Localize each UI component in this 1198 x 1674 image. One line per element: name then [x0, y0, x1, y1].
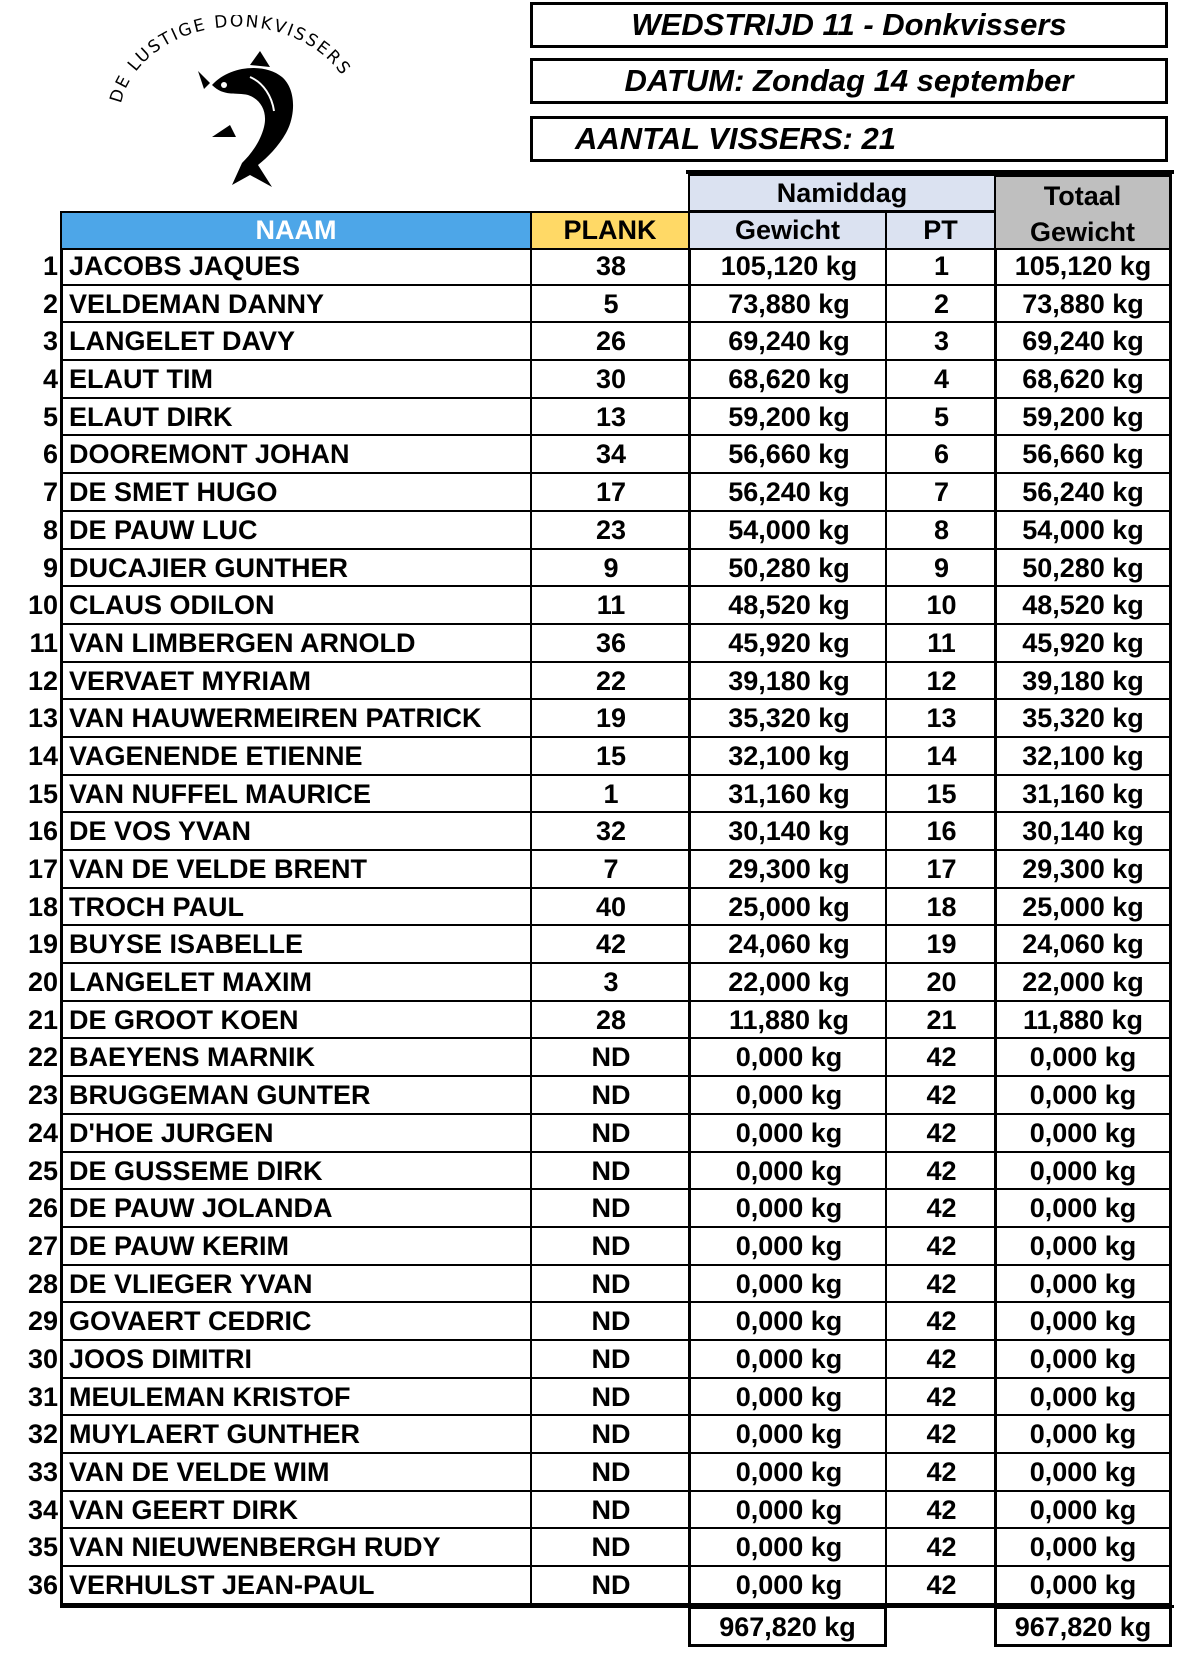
- gewicht-cell: 56,660 kg: [688, 436, 887, 474]
- plank-cell: 36: [530, 625, 690, 663]
- rank-cell: 14: [27, 740, 58, 771]
- rank-cell: 1: [42, 251, 58, 281]
- gewicht-cell: 0,000 kg: [688, 1266, 887, 1304]
- rank-cell: 31: [27, 1381, 58, 1412]
- gewicht-cell: 56,240 kg: [688, 474, 887, 512]
- rank-cell: 11: [29, 627, 58, 658]
- totaal-cell: 39,180 kg: [994, 663, 1172, 701]
- pt-cell: 42: [885, 1341, 996, 1379]
- naam-cell: DE PAUW LUC: [60, 512, 532, 550]
- naam-cell: D'HOE JURGEN: [60, 1115, 532, 1153]
- pt-cell: 16: [885, 813, 996, 851]
- plank-cell: 30: [530, 361, 690, 399]
- rank-cell: 33: [27, 1457, 58, 1487]
- gewicht-cell: 24,060 kg: [688, 926, 887, 964]
- table-row: [0, 1228, 1198, 1266]
- rank-cell: 27: [27, 1230, 58, 1261]
- totaal-cell: 0,000 kg: [994, 1454, 1172, 1492]
- totaal-cell: 22,000 kg: [994, 964, 1172, 1002]
- naam-cell: GOVAERT CEDRIC: [60, 1303, 532, 1341]
- pt-cell: 42: [885, 1567, 996, 1605]
- totaal-cell: 0,000 kg: [994, 1190, 1172, 1228]
- totaal-cell: 0,000 kg: [994, 1341, 1172, 1379]
- table-row: [0, 587, 1198, 625]
- naam-cell: ELAUT DIRK: [60, 399, 532, 437]
- naam-cell: BRUGGEMAN GUNTER: [60, 1077, 532, 1115]
- gewicht-cell: 105,120 kg: [688, 248, 887, 286]
- plank-cell: 38: [530, 248, 690, 286]
- naam-cell: BAEYENS MARNIK: [60, 1039, 532, 1077]
- totaal-cell: 0,000 kg: [994, 1266, 1172, 1304]
- naam-cell: TROCH PAUL: [60, 889, 532, 927]
- table-row: [0, 1379, 1198, 1417]
- club-logo: [100, 15, 380, 205]
- rank-cell: 24: [27, 1117, 58, 1148]
- plank-cell: 26: [530, 323, 690, 361]
- plank-cell: 11: [530, 587, 690, 625]
- table-row: [0, 1492, 1198, 1530]
- naam-cell: MUYLAERT GUNTHER: [60, 1416, 532, 1454]
- pt-cell: 6: [885, 436, 996, 474]
- totaal-header-line1: Totaal: [1043, 181, 1122, 211]
- totaal-cell: 25,000 kg: [994, 889, 1172, 927]
- totaal-gewicht-header: [994, 174, 1172, 250]
- plank-cell: ND: [530, 1529, 690, 1567]
- totaal-cell: 0,000 kg: [994, 1228, 1172, 1266]
- rank-cell: 10: [27, 590, 58, 621]
- naam-cell: VELDEMAN DANNY: [60, 286, 532, 324]
- rank-cell: 32: [27, 1419, 58, 1450]
- plank-cell: ND: [530, 1416, 690, 1454]
- gewicht-cell: 0,000 kg: [688, 1567, 887, 1605]
- table-row: [0, 1115, 1198, 1153]
- gewicht-cell: 50,280 kg: [688, 550, 887, 588]
- naam-cell: JACOBS JAQUES: [60, 248, 532, 286]
- plank-cell: 28: [530, 1002, 690, 1040]
- naam-cell: CLAUS ODILON: [60, 587, 532, 625]
- pt-cell: 12: [885, 663, 996, 701]
- gewicht-cell: 0,000 kg: [688, 1416, 887, 1454]
- totaal-cell: 59,200 kg: [994, 399, 1172, 437]
- gewicht-cell: 29,300 kg: [688, 851, 887, 889]
- naam-cell: VERHULST JEAN-PAUL: [60, 1567, 532, 1605]
- rank-cell: 23: [27, 1080, 58, 1111]
- rank-cell: 9: [42, 552, 58, 583]
- table-row: [0, 474, 1198, 512]
- table-row: [0, 889, 1198, 927]
- pt-cell: 42: [885, 1454, 996, 1492]
- plank-cell: 3: [530, 964, 690, 1002]
- rank-cell: 16: [27, 816, 58, 847]
- pt-cell: 42: [885, 1303, 996, 1341]
- totaal-cell: 30,140 kg: [994, 813, 1172, 851]
- pt-cell: 11: [885, 625, 996, 663]
- naam-cell: DUCAJIER GUNTHER: [60, 550, 532, 588]
- naam-cell: DE SMET HUGO: [60, 474, 532, 512]
- plank-cell: ND: [530, 1492, 690, 1530]
- pt-cell: 8: [885, 512, 996, 550]
- totaal-cell: 0,000 kg: [994, 1077, 1172, 1115]
- totaal-cell: 45,920 kg: [994, 625, 1172, 663]
- rank-cell: 18: [27, 891, 58, 922]
- table-row: [0, 1153, 1198, 1191]
- participant-count: AANTAL VISSERS: 21: [530, 116, 1168, 162]
- naam-cell: VAN DE VELDE BRENT: [60, 851, 532, 889]
- gewicht-cell: 31,160 kg: [688, 776, 887, 814]
- naam-cell: VAGENENDE ETIENNE: [60, 738, 532, 776]
- plank-cell: ND: [530, 1190, 690, 1228]
- results-table: [0, 248, 1198, 1605]
- naam-cell: MEULEMAN KRISTOF: [60, 1379, 532, 1417]
- rank-cell: 3: [42, 326, 58, 357]
- pt-cell: 15: [885, 776, 996, 814]
- totaal-cell: 0,000 kg: [994, 1153, 1172, 1191]
- table-row: [0, 1303, 1198, 1341]
- table-row: [0, 776, 1198, 814]
- pt-cell: 42: [885, 1492, 996, 1530]
- naam-cell: DE VOS YVAN: [60, 813, 532, 851]
- totaal-cell: 0,000 kg: [994, 1379, 1172, 1417]
- plank-cell: ND: [530, 1153, 690, 1191]
- plank-cell: ND: [530, 1266, 690, 1304]
- plank-cell: ND: [530, 1341, 690, 1379]
- naam-cell: VAN DE VELDE WIM: [60, 1454, 532, 1492]
- totaal-cell: 69,240 kg: [994, 323, 1172, 361]
- table-row: [0, 1341, 1198, 1379]
- totaal-cell: 50,280 kg: [994, 550, 1172, 588]
- naam-cell: BUYSE ISABELLE: [60, 926, 532, 964]
- gewicht-cell: 0,000 kg: [688, 1190, 887, 1228]
- table-row: [0, 851, 1198, 889]
- match-title: WEDSTRIJD 11 - Donkvissers: [530, 2, 1168, 48]
- rank-cell: 34: [27, 1494, 58, 1525]
- table-row: [0, 964, 1198, 1002]
- rank-cell: 29: [27, 1306, 58, 1337]
- pt-cell: 21: [885, 1002, 996, 1040]
- pt-cell: 42: [885, 1228, 996, 1266]
- table-row: [0, 738, 1198, 776]
- gewicht-cell: 0,000 kg: [688, 1077, 887, 1115]
- totaal-cell: 32,100 kg: [994, 738, 1172, 776]
- plank-cell: ND: [530, 1039, 690, 1077]
- naam-cell: DE PAUW KERIM: [60, 1228, 532, 1266]
- table-row: [0, 436, 1198, 474]
- naam-cell: VAN HAUWERMEIREN PATRICK: [60, 700, 532, 738]
- plank-cell: ND: [530, 1115, 690, 1153]
- totaal-cell: 54,000 kg: [994, 512, 1172, 550]
- gewicht-cell: 32,100 kg: [688, 738, 887, 776]
- rank-cell: 4: [42, 364, 58, 395]
- totaal-cell: 35,320 kg: [994, 700, 1172, 738]
- naam-cell: DOOREMONT JOHAN: [60, 436, 532, 474]
- pt-cell: 13: [885, 700, 996, 738]
- naam-cell: VAN LIMBERGEN ARNOLD: [60, 625, 532, 663]
- gewicht-cell: 0,000 kg: [688, 1303, 887, 1341]
- pt-cell: 2: [885, 286, 996, 324]
- naam-cell: DE VLIEGER YVAN: [60, 1266, 532, 1304]
- table-row: [0, 361, 1198, 399]
- logo-text-right: DONKVISSERS: [213, 15, 355, 80]
- pt-cell: 42: [885, 1379, 996, 1417]
- totaal-cell: 0,000 kg: [994, 1039, 1172, 1077]
- table-row: [0, 1529, 1198, 1567]
- naam-cell: DE GROOT KOEN: [60, 1002, 532, 1040]
- naam-cell: VERVAET MYRIAM: [60, 663, 532, 701]
- naam-cell: DE PAUW JOLANDA: [60, 1190, 532, 1228]
- plank-cell: 5: [530, 286, 690, 324]
- naam-cell: DE GUSSEME DIRK: [60, 1153, 532, 1191]
- rank-cell: 8: [42, 514, 58, 545]
- table-row: [0, 323, 1198, 361]
- table-row: [0, 700, 1198, 738]
- pt-cell: 42: [885, 1115, 996, 1153]
- plank-cell: 17: [530, 474, 690, 512]
- pt-cell: 5: [885, 399, 996, 437]
- plank-cell: ND: [530, 1454, 690, 1492]
- table-row: [0, 1567, 1198, 1605]
- table-row: [0, 1416, 1198, 1454]
- totaal-cell: 0,000 kg: [994, 1492, 1172, 1530]
- totaal-cell: 68,620 kg: [994, 361, 1172, 399]
- pt-cell: 17: [885, 851, 996, 889]
- gewicht-cell: 59,200 kg: [688, 399, 887, 437]
- plank-cell: 15: [530, 738, 690, 776]
- totaal-cell: 0,000 kg: [994, 1529, 1172, 1567]
- totaal-cell: 0,000 kg: [994, 1115, 1172, 1153]
- totaal-cell: 0,000 kg: [994, 1303, 1172, 1341]
- rank-cell: 26: [27, 1193, 58, 1224]
- gewicht-cell: 35,320 kg: [688, 700, 887, 738]
- gewicht-cell: 22,000 kg: [688, 964, 887, 1002]
- naam-cell: VAN NUFFEL MAURICE: [60, 776, 532, 814]
- totaal-cell: 56,660 kg: [994, 436, 1172, 474]
- gewicht-cell: 25,000 kg: [688, 889, 887, 927]
- totaal-cell: 24,060 kg: [994, 926, 1172, 964]
- totaal-cell: 0,000 kg: [994, 1567, 1172, 1605]
- naam-cell: VAN GEERT DIRK: [60, 1492, 532, 1530]
- table-row: [0, 1002, 1198, 1040]
- pt-cell: 19: [885, 926, 996, 964]
- gewicht-cell: 0,000 kg: [688, 1153, 887, 1191]
- rank-cell: 21: [27, 1004, 58, 1035]
- table-row: [0, 286, 1198, 324]
- logo-text-left: DE: [106, 71, 136, 106]
- gewicht-cell: 0,000 kg: [688, 1529, 887, 1567]
- gewicht-cell: 48,520 kg: [688, 587, 887, 625]
- gewicht-cell: 39,180 kg: [688, 663, 887, 701]
- plank-cell: ND: [530, 1077, 690, 1115]
- pt-cell: 42: [885, 1190, 996, 1228]
- rank-cell: 19: [27, 929, 58, 960]
- pt-cell: 10: [885, 587, 996, 625]
- gewicht-cell: 73,880 kg: [688, 286, 887, 324]
- logo-text-top: LUSTIGE: [123, 15, 209, 76]
- plank-cell: ND: [530, 1567, 690, 1605]
- pt-cell: 3: [885, 323, 996, 361]
- namiddag-header: Namiddag: [688, 174, 996, 212]
- gewicht-header: Gewicht: [688, 211, 887, 250]
- pt-cell: 4: [885, 361, 996, 399]
- pt-cell: 9: [885, 550, 996, 588]
- rank-cell: 13: [27, 703, 58, 734]
- naam-cell: ELAUT TIM: [60, 361, 532, 399]
- gewicht-cell: 0,000 kg: [688, 1115, 887, 1153]
- gewicht-cell: 45,920 kg: [688, 625, 887, 663]
- gewicht-cell: 0,000 kg: [688, 1454, 887, 1492]
- naam-header: NAAM: [60, 211, 532, 250]
- plank-cell: 23: [530, 512, 690, 550]
- totaal-cell: 31,160 kg: [994, 776, 1172, 814]
- pt-cell: 42: [885, 1266, 996, 1304]
- plank-cell: 22: [530, 663, 690, 701]
- rank-cell: 28: [27, 1268, 58, 1299]
- pt-cell: 42: [885, 1153, 996, 1191]
- plank-cell: ND: [530, 1379, 690, 1417]
- plank-cell: ND: [530, 1228, 690, 1266]
- gewicht-cell: 0,000 kg: [688, 1341, 887, 1379]
- pt-cell: 42: [885, 1416, 996, 1454]
- naam-cell: JOOS DIMITRI: [60, 1341, 532, 1379]
- naam-cell: VAN NIEUWENBERGH RUDY: [60, 1529, 532, 1567]
- totaal-cell: 48,520 kg: [994, 587, 1172, 625]
- plank-header: PLANK: [530, 211, 690, 250]
- totaal-cell: 0,000 kg: [994, 1416, 1172, 1454]
- table-row: [0, 813, 1198, 851]
- total-totaal: 967,820 kg: [994, 1607, 1172, 1647]
- total-gewicht: 967,820 kg: [688, 1607, 887, 1647]
- plank-cell: 32: [530, 813, 690, 851]
- plank-cell: 40: [530, 889, 690, 927]
- pt-cell: 18: [885, 889, 996, 927]
- fish-logo-icon: [100, 15, 380, 205]
- naam-cell: LANGELET MAXIM: [60, 964, 532, 1002]
- table-row: [0, 512, 1198, 550]
- gewicht-cell: 11,880 kg: [688, 1002, 887, 1040]
- plank-cell: 42: [530, 926, 690, 964]
- rank-cell: 25: [27, 1155, 58, 1186]
- match-date: DATUM: Zondag 14 september: [530, 58, 1168, 104]
- rank-cell: 20: [27, 967, 58, 998]
- table-row: [0, 248, 1198, 286]
- gewicht-cell: 54,000 kg: [688, 512, 887, 550]
- totaal-cell: 11,880 kg: [994, 1002, 1172, 1040]
- rank-cell: 2: [42, 288, 58, 319]
- gewicht-cell: 0,000 kg: [688, 1492, 887, 1530]
- rank-cell: 35: [27, 1532, 58, 1563]
- gewicht-cell: 0,000 kg: [688, 1379, 887, 1417]
- rank-cell: 36: [27, 1570, 58, 1601]
- rank-cell: 15: [27, 778, 58, 809]
- totaal-cell: 105,120 kg: [994, 248, 1172, 286]
- pt-cell: 42: [885, 1529, 996, 1567]
- pt-cell: 7: [885, 474, 996, 512]
- pt-cell: 20: [885, 964, 996, 1002]
- pt-header: PT: [885, 211, 996, 250]
- plank-cell: 13: [530, 399, 690, 437]
- pt-cell: 1: [885, 248, 996, 286]
- plank-cell: 19: [530, 700, 690, 738]
- table-row: [0, 550, 1198, 588]
- gewicht-cell: 30,140 kg: [688, 813, 887, 851]
- plank-cell: 34: [530, 436, 690, 474]
- table-row: [0, 1266, 1198, 1304]
- totaal-cell: 29,300 kg: [994, 851, 1172, 889]
- totaal-cell: 73,880 kg: [994, 286, 1172, 324]
- plank-cell: 9: [530, 550, 690, 588]
- rank-cell: 17: [27, 854, 58, 884]
- plank-cell: ND: [530, 1303, 690, 1341]
- table-row: [0, 1077, 1198, 1115]
- rank-cell: 6: [42, 439, 58, 470]
- table-row: [0, 1190, 1198, 1228]
- rank-cell: 30: [27, 1343, 58, 1374]
- rank-cell: 22: [27, 1042, 58, 1073]
- plank-cell: 1: [530, 776, 690, 814]
- totaal-header-line2: Gewicht: [1029, 217, 1136, 247]
- table-row: [0, 663, 1198, 701]
- rank-cell: 7: [42, 477, 58, 508]
- totaal-cell: 56,240 kg: [994, 474, 1172, 512]
- rank-cell: 5: [42, 401, 58, 432]
- naam-cell: LANGELET DAVY: [60, 323, 532, 361]
- gewicht-cell: 0,000 kg: [688, 1228, 887, 1266]
- table-row: [0, 625, 1198, 663]
- table-row: [0, 1039, 1198, 1077]
- pt-cell: 14: [885, 738, 996, 776]
- table-row: [0, 1454, 1198, 1492]
- table-row: [0, 399, 1198, 437]
- gewicht-cell: 68,620 kg: [688, 361, 887, 399]
- gewicht-cell: 69,240 kg: [688, 323, 887, 361]
- rank-cell: 12: [27, 665, 58, 696]
- gewicht-cell: 0,000 kg: [688, 1039, 887, 1077]
- table-row: [0, 926, 1198, 964]
- pt-cell: 42: [885, 1039, 996, 1077]
- pt-cell: 42: [885, 1077, 996, 1115]
- plank-cell: 7: [530, 851, 690, 889]
